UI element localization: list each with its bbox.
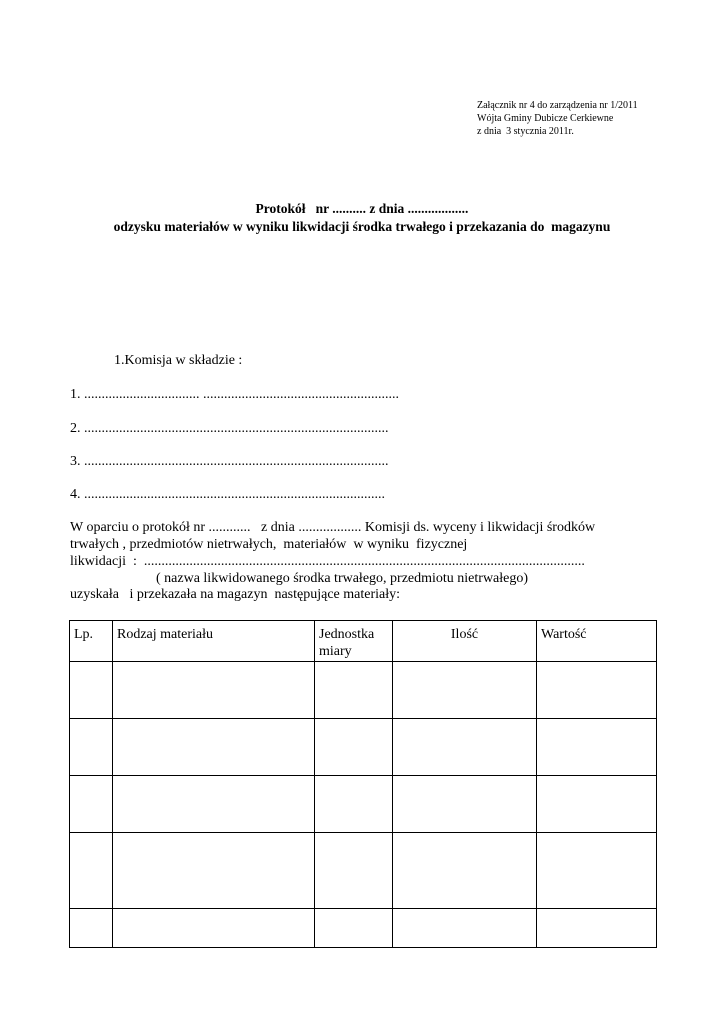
cell-quantity[interactable]	[393, 719, 537, 776]
paragraph-line-2: trwałych , przedmiotów nietrwałych, materiałów w wyniku fizycznej	[70, 537, 468, 552]
header-note-line-3: z dnia 3 stycznia 2011r.	[477, 126, 574, 137]
header-unit: Jednostka miary	[315, 621, 393, 662]
cell-lp[interactable]	[70, 909, 113, 948]
header-lp: Lp.	[70, 621, 113, 662]
cell-material-type[interactable]	[113, 909, 315, 948]
cell-unit[interactable]	[315, 776, 393, 833]
table-row	[70, 909, 657, 948]
paragraph-line-1: W oparciu o protokół nr ............ z dnia .................. Komisji ds. wyceny i likwidacji środków	[70, 520, 596, 535]
cell-lp[interactable]	[70, 719, 113, 776]
header-quantity: Ilość	[393, 621, 537, 662]
cell-quantity[interactable]	[393, 776, 537, 833]
cell-quantity[interactable]	[393, 909, 537, 948]
cell-value[interactable]	[537, 833, 657, 909]
table-row	[70, 662, 657, 719]
cell-value[interactable]	[537, 662, 657, 719]
header-note-line-2: Wójta Gminy Dubicze Cerkiewne	[477, 113, 614, 124]
commission-member-4: 4. ......................................................................................	[70, 487, 385, 502]
paragraph-line-4: ( nazwa likwidowanego środka trwałego, przedmiotu nietrwałego)	[156, 571, 529, 586]
cell-lp[interactable]	[70, 662, 113, 719]
commission-member-1: 1. ................................. ........................................................	[70, 387, 399, 402]
commission-member-2: 2. .......................................................................................	[70, 421, 389, 436]
cell-value[interactable]	[537, 719, 657, 776]
cell-lp[interactable]	[70, 833, 113, 909]
document-title-line-1: Protokół nr .......... z dnia ..................	[255, 201, 469, 216]
cell-value[interactable]	[537, 776, 657, 833]
cell-value[interactable]	[537, 909, 657, 948]
table-header-row	[70, 621, 657, 662]
cell-material-type[interactable]	[113, 833, 315, 909]
cell-unit[interactable]	[315, 719, 393, 776]
header-value: Wartość	[537, 621, 657, 662]
cell-material-type[interactable]	[113, 776, 315, 833]
header-material-type: Rodzaj materiału	[113, 621, 315, 662]
cell-quantity[interactable]	[393, 833, 537, 909]
cell-unit[interactable]	[315, 833, 393, 909]
paragraph-line-3: likwidacji : ..............................................................................................................................	[70, 554, 585, 569]
cell-lp[interactable]	[70, 776, 113, 833]
cell-unit[interactable]	[315, 909, 393, 948]
cell-unit[interactable]	[315, 662, 393, 719]
table-row	[70, 719, 657, 776]
table-row	[70, 833, 657, 909]
document-title-line-2: odzysku materiałów w wyniku likwidacji środka trwałego i przekazania do magazynu	[113, 219, 611, 234]
table-row	[70, 776, 657, 833]
commission-heading: 1.Komisja w składzie :	[114, 353, 243, 368]
header-note-line-1: Załącznik nr 4 do zarządzenia nr 1/2011	[477, 100, 638, 111]
paragraph-line-5: uzyskała i przekazała na magazyn następujące materiały:	[70, 587, 400, 602]
cell-quantity[interactable]	[393, 662, 537, 719]
materials-table	[69, 620, 657, 948]
cell-material-type[interactable]	[113, 662, 315, 719]
commission-member-3: 3. .......................................................................................	[70, 454, 389, 469]
cell-material-type[interactable]	[113, 719, 315, 776]
